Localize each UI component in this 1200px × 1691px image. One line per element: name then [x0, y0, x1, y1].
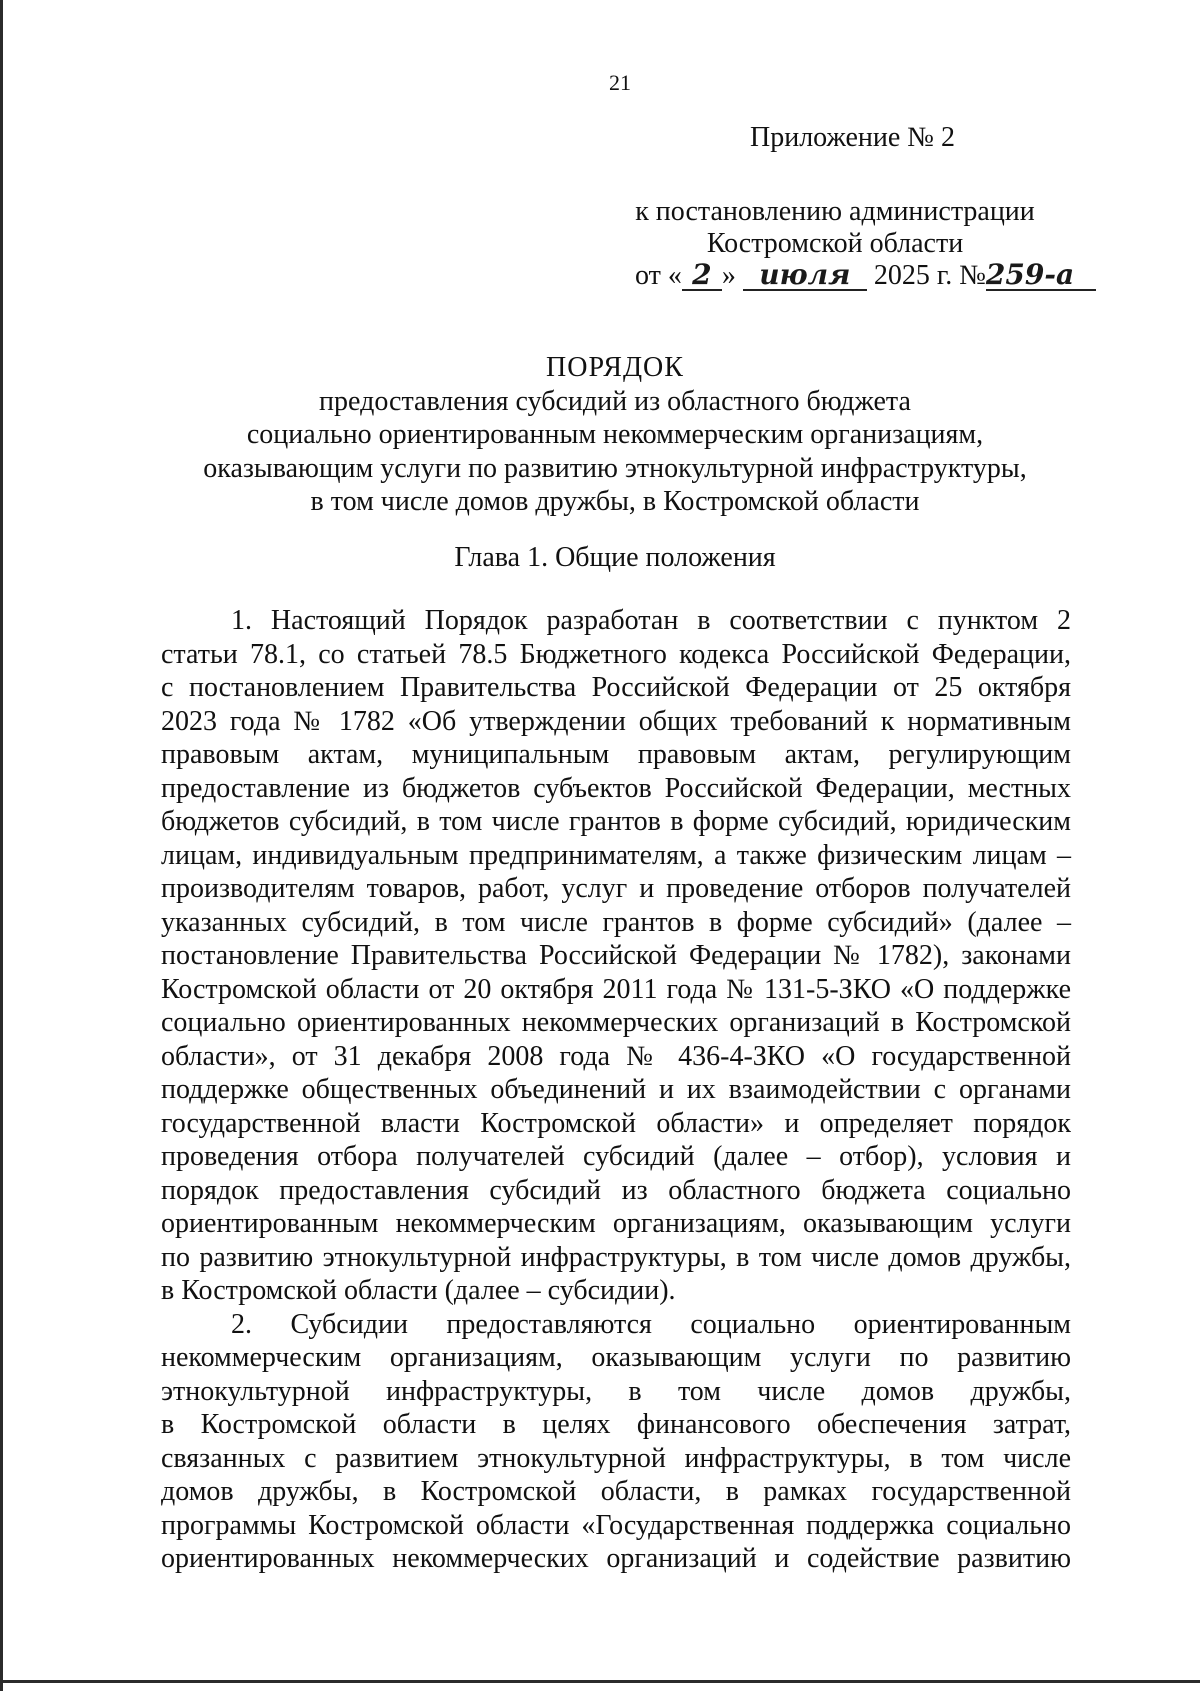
resolution-line-1: к постановлению администрации: [635, 196, 1035, 227]
handwritten-day: 2: [682, 261, 722, 291]
handwritten-number: 259-а: [986, 261, 1096, 291]
body-line: в Костромской области в целях финансового обеспечения затрат,: [161, 1409, 1071, 1440]
body-line: по развитию этнокультурной инфраструктуры, в том числе домов дружбы,: [161, 1241, 1071, 1273]
body-line: 2. Субсидии предоставляются социально ориентированным: [231, 1308, 1071, 1340]
body-line: области», от 31 декабря 2008 года № 436-4-ЗКО «О государственной: [161, 1040, 1071, 1072]
body-line: постановление Правительства Российской Федерации № 1782), законами: [161, 940, 1071, 971]
title-line: в том числе домов дружбы, в Костромской области: [310, 486, 920, 517]
body-line: ориентированным некоммерческим организациям, оказывающим услуги: [161, 1208, 1071, 1239]
body-line: с постановлением Правительства Российской Федерации от 25 октября: [161, 672, 1071, 703]
title-heading: ПОРЯДОК: [546, 352, 684, 383]
body-line: связанных с развитием этнокультурной инфраструктуры, в том числе: [161, 1442, 1071, 1474]
body-line: ориентированных некоммерческих организаций и содействие развитию: [161, 1543, 1071, 1574]
body-line: 1. Настоящий Порядок разработан в соответствии с пунктом 2: [231, 605, 1071, 636]
body-line: порядок предоставления субсидий из областного бюджета социально: [161, 1174, 1071, 1206]
body-line: бюджетов субсидий, в том числе грантов в форме субсидий, юридическим: [161, 806, 1071, 837]
body-line: 2023 года № 1782 «Об утверждении общих требований к нормативным: [161, 705, 1071, 737]
body-line: некоммерческим организациям, оказывающим услуги по развитию: [161, 1342, 1071, 1373]
body-line: Костромской области от 20 октября 2011 года № 131-5-ЗКО «О поддержке: [161, 973, 1071, 1005]
body-line: программы Костромской области «Государственная поддержка социально: [161, 1509, 1071, 1541]
body-line: поддержке общественных объединений и их взаимодействии с органами: [161, 1074, 1071, 1105]
resolution-date-line: [600, 258, 1075, 292]
year-text: 2025 г. №: [873, 260, 986, 291]
body-line: в Костромской области (далее – субсидии).: [161, 1275, 676, 1306]
body-line: предоставление из бюджетов субъектов Российской Федерации, местных: [161, 772, 1071, 804]
body-line: статьи 78.1, со статьей 78.5 Бюджетного кодекса Российской Федерации,: [161, 638, 1071, 670]
title-line: социально ориентированным некоммерческим организациям,: [246, 419, 984, 450]
scan-bottom-edge: [0, 1680, 1200, 1683]
body-line: производителям товаров, работ, услуг и проведение отборов получателей: [161, 873, 1071, 904]
body-line: указанных субсидий, в том числе грантов в форме субсидий» (далее –: [161, 906, 1071, 938]
body-text: [161, 604, 1071, 1576]
day-suffix: »: [721, 260, 736, 291]
date-prefix: от «: [635, 260, 682, 291]
page-number: 21: [609, 70, 631, 95]
chapter-heading: Глава 1. Общие положения: [454, 542, 776, 573]
resolution-reference: [600, 196, 1075, 292]
body-line: лицам, индивидуальным предпринимателям, а также физическим лицам –: [161, 839, 1071, 871]
body-line: правовым актам, муниципальным правовым актам, регулирующим: [161, 739, 1071, 770]
appendix-label: Приложение № 2: [750, 122, 955, 153]
title-line: оказывающим услуги по развитию этнокультурной инфраструктуры,: [203, 452, 1027, 484]
scan-left-edge: [0, 0, 3, 1691]
title-line: предоставления субсидий из областного бюджета: [319, 385, 911, 417]
body-line: проведения отбора получателей субсидий (далее – отбор), условия и: [161, 1141, 1071, 1172]
body-line: государственной власти Костромской области» и определяет порядок: [161, 1107, 1071, 1139]
document-title: [160, 351, 1070, 519]
body-line: этнокультурной инфраструктуры, в том числе домов дружбы,: [161, 1375, 1071, 1407]
body-line: социально ориентированных некоммерческих организаций в Костромской: [161, 1007, 1071, 1038]
handwritten-month: июля: [743, 261, 867, 291]
resolution-line-2: Костромской области: [706, 228, 964, 259]
body-line: домов дружбы, в Костромской области, в рамках государственной: [161, 1476, 1071, 1507]
